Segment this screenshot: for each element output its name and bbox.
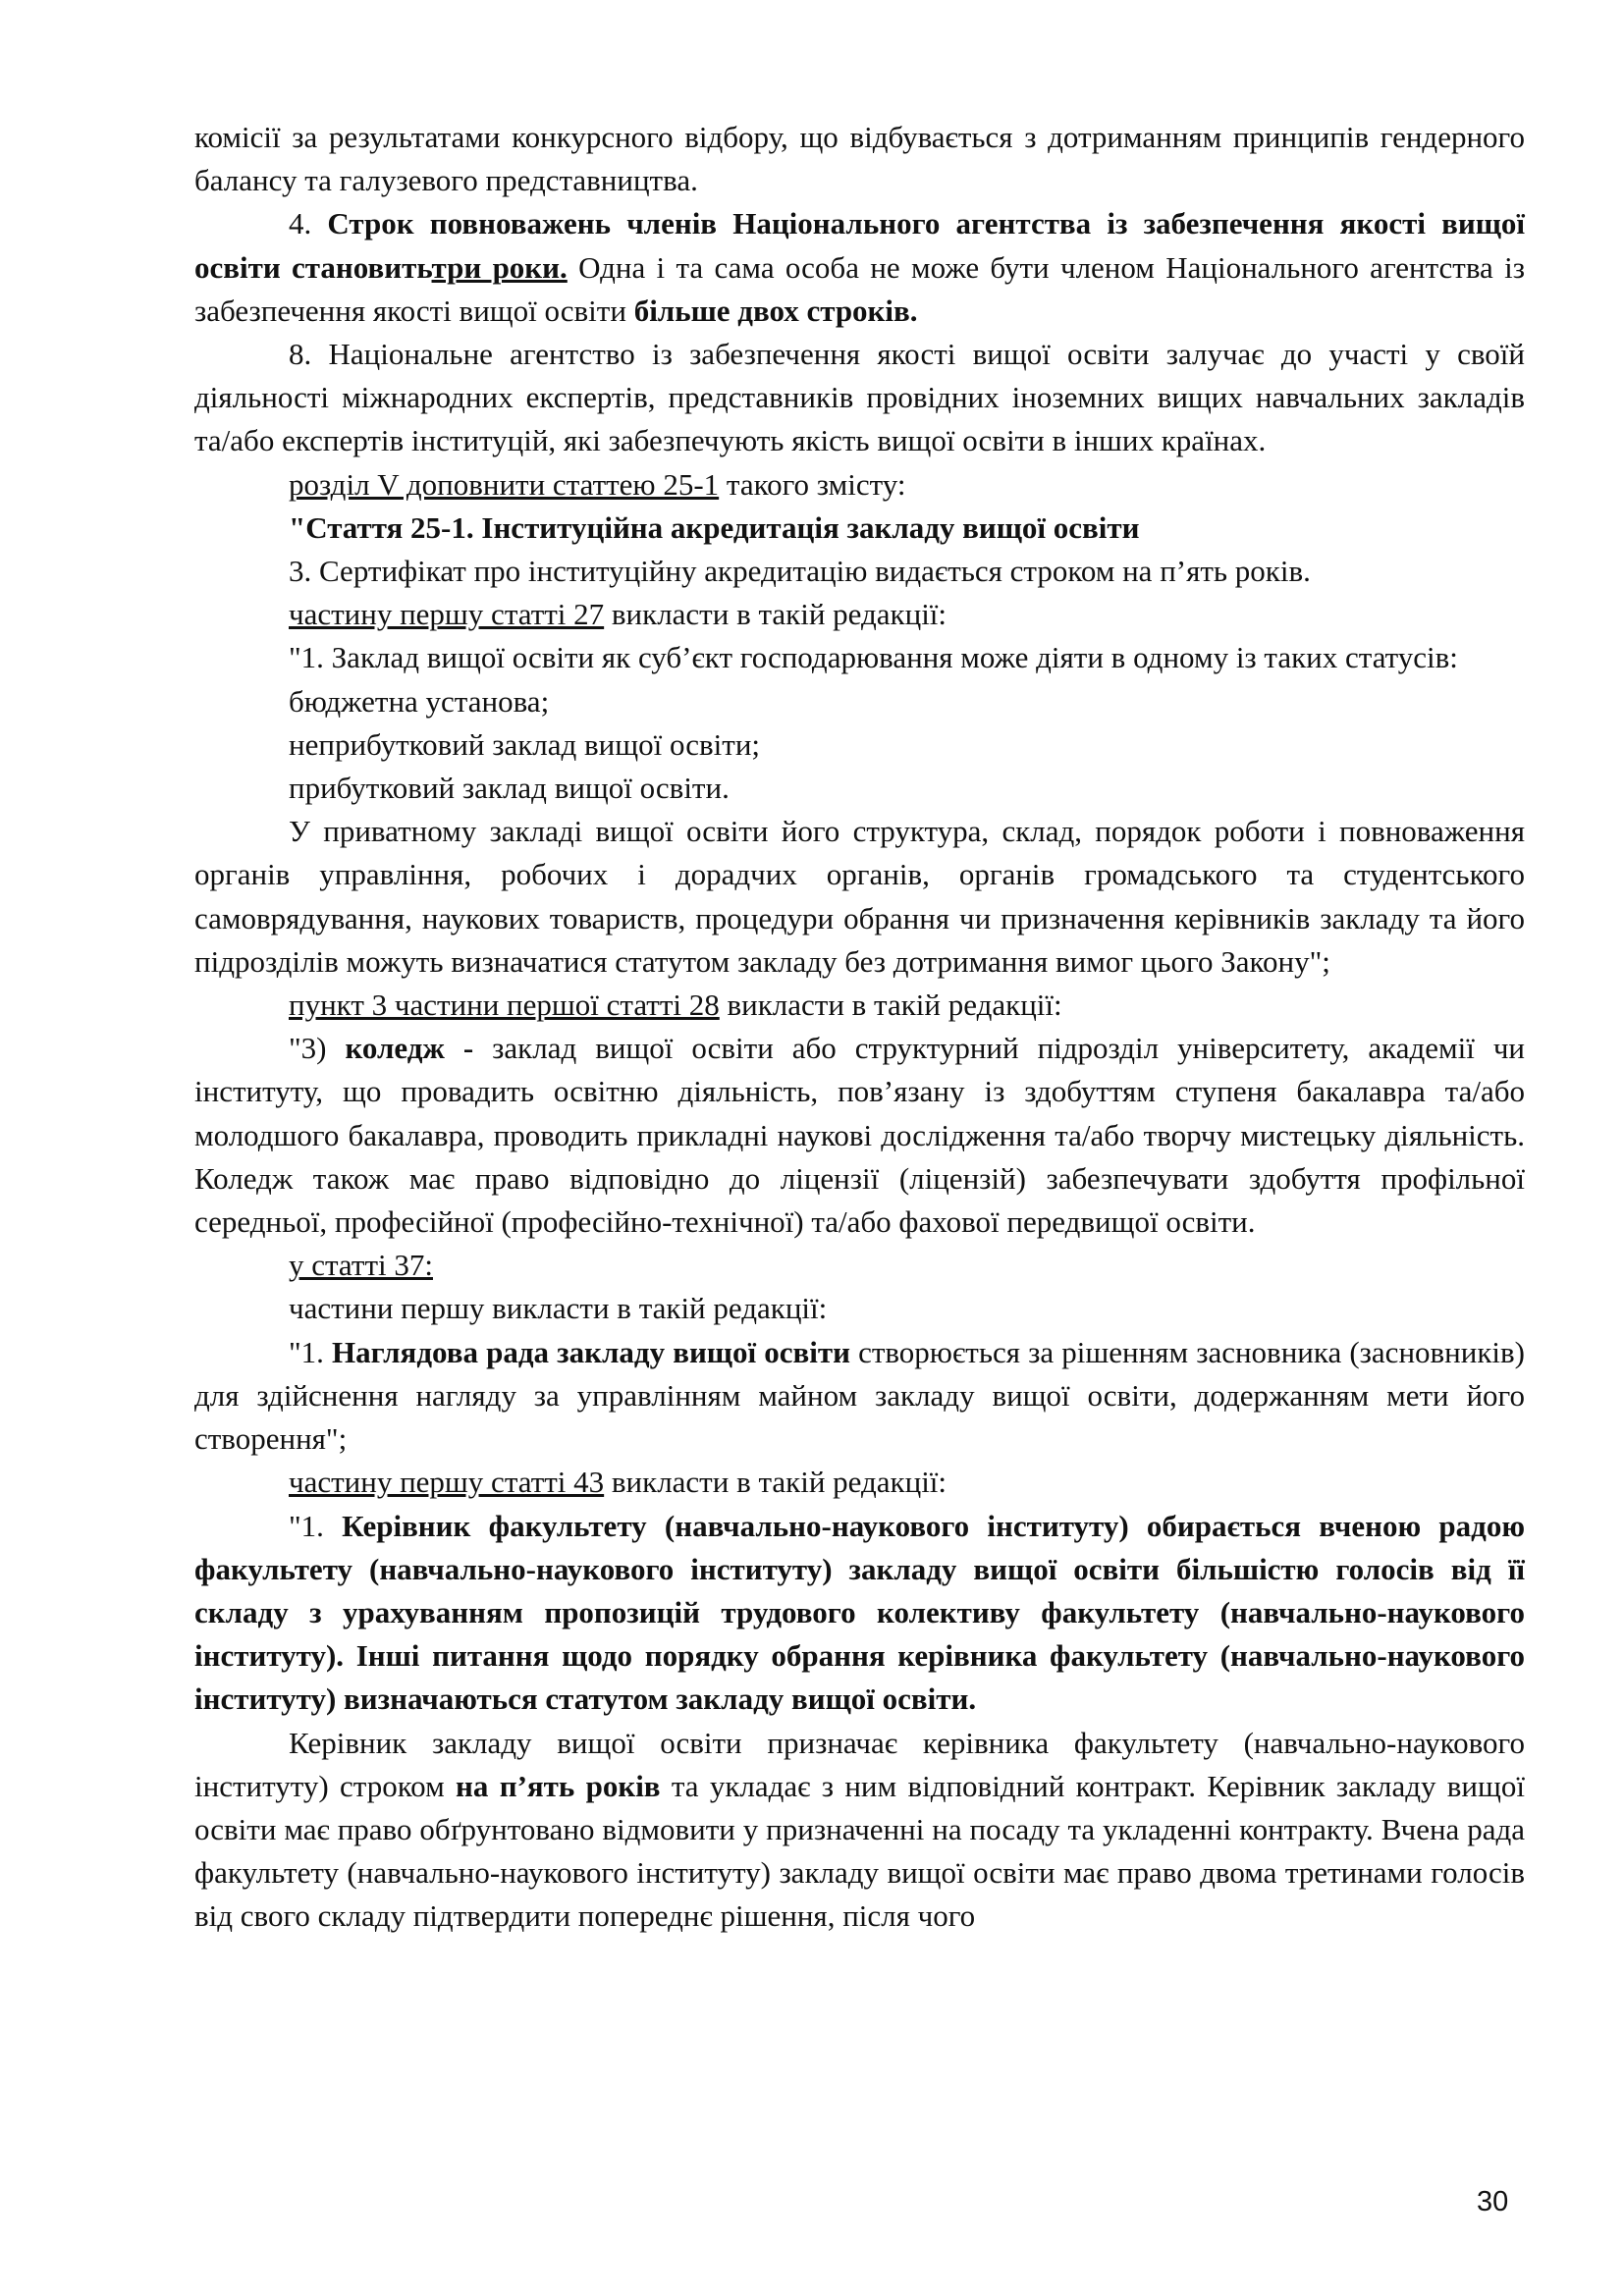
paragraph-article-28: пункт 3 частини першої статті 28 викласти в такій редакції: (289, 988, 1062, 1023)
paragraph-private-institution: У приватному закладі вищої освіти його структура, склад, порядок роботи і повноваження органів управління, робочих і дорадчих органів, органів громадського та студентського самоврядування, наукових товариств, процедури обрання чи призначення керівників закладу та його підрозділів можуть визначатися статутом закладу без дотримання вимог цього Закону"; (194, 814, 1525, 979)
paragraph-term-of-office: 4. Строк повноважень членів Національного агентства із забезпечення якості вищої освіти становитьтри роки. Одна і та сама особа не може бути членом Національного агентства із забезпечення якості вищої освіти більше двох строків. (194, 206, 1526, 328)
article-25-1-heading: "Стаття 25-1. Інституційна акредитація закладу вищої освіти (289, 509, 1140, 545)
paragraph-faculty-head: "1. Керівник факультету (навчально-наукового інституту) обирається вченою радою факультету (навчально-наукового інституту) закладу вищої освіти більшістю голосів від її складу з урахуванням пропозицій трудового колективу факультету (навчально-наукового інституту). Інші питання щодо порядку обрання керівника факультету (навчально-наукового інституту) визначаються статутом закладу вищої освіти. (194, 1508, 1526, 1717)
paragraph-section-v: розділ V доповнити статтею 25-1 такого змісту: (289, 466, 906, 502)
paragraph-certificate: 3. Сертифікат про інституційну акредитацію видається строком на п’ять років. (289, 554, 1311, 589)
list-item-nonprofit: неприбутковий заклад вищої освіти; (289, 726, 761, 762)
page-number: 30 (1477, 2186, 1509, 2217)
paragraph-appointment: Керівник закладу вищої освіти призначає керівника факультету (навчально-наукового інституту) строком на п’ять років та укладає з ним відповідний контракт. Керівник закладу вищої освіти має право обґрунтовано відмовити у призначенні на посаду та укладенні контракту. Вчена рада факультету (навчально-наукового інституту) закладу вищої освіти має право двома третинами голосів від свого складу підтвердити попереднє рішення, після чого (194, 1725, 1525, 1934)
paragraph-statuses: "1. Заклад вищої освіти як суб’єкт господарювання може діяти в одному із таких статусів: (289, 640, 1458, 675)
paragraph-article-37: у статті 37: (289, 1248, 433, 1283)
paragraph-college: "3) коледж - заклад вищої освіти або структурний підрозділ університету, академії чи інституту, що провадить освітню діяльність, пов’язану із здобуттям ступеня бакалавра та/або молодшого бакалавра, проводить прикладні наукові дослідження та/або творчу мистецьку діяльність. Коледж також має право відповідно до ліцензії (ліцензій) забезпечувати здобуття профільної середньої, професійної (професійно-технічної) та/або фахової передвищої освіти. (194, 1031, 1526, 1240)
paragraph-international-experts: 8. Національне агентство із забезпечення якості вищої освіти залучає до участі у своїй діяльності міжнародних експертів, представників провідних іноземних вищих навчальних закладів та/або експертів інституцій, які забезпечують якість вищої освіти в інших країнах. (194, 337, 1525, 458)
paragraph-article-27: частину першу статті 27 викласти в такій редакції: (289, 597, 947, 632)
list-item-budget: бюджетна установа; (289, 683, 550, 719)
document-page (194, 116, 1525, 1939)
paragraph-1: комісії за результатами конкурсного відбору, що відбувається з дотриманням принципів гендерного балансу та галузевого представництва. (194, 120, 1525, 198)
paragraph-part-one: частини першу викласти в такій редакції: (289, 1291, 828, 1326)
paragraph-supervisory-board: "1. Наглядова рада закладу вищої освіти створюється за рішенням засновника (засновників) для здійснення нагляду за управлінням майном закладу вищої освіти, додержанням мети його створення"; (194, 1334, 1525, 1457)
paragraph-article-43: частину першу статті 43 викласти в такій редакції: (289, 1465, 947, 1500)
list-item-profit: прибутковий заклад вищої освіти. (289, 771, 730, 806)
